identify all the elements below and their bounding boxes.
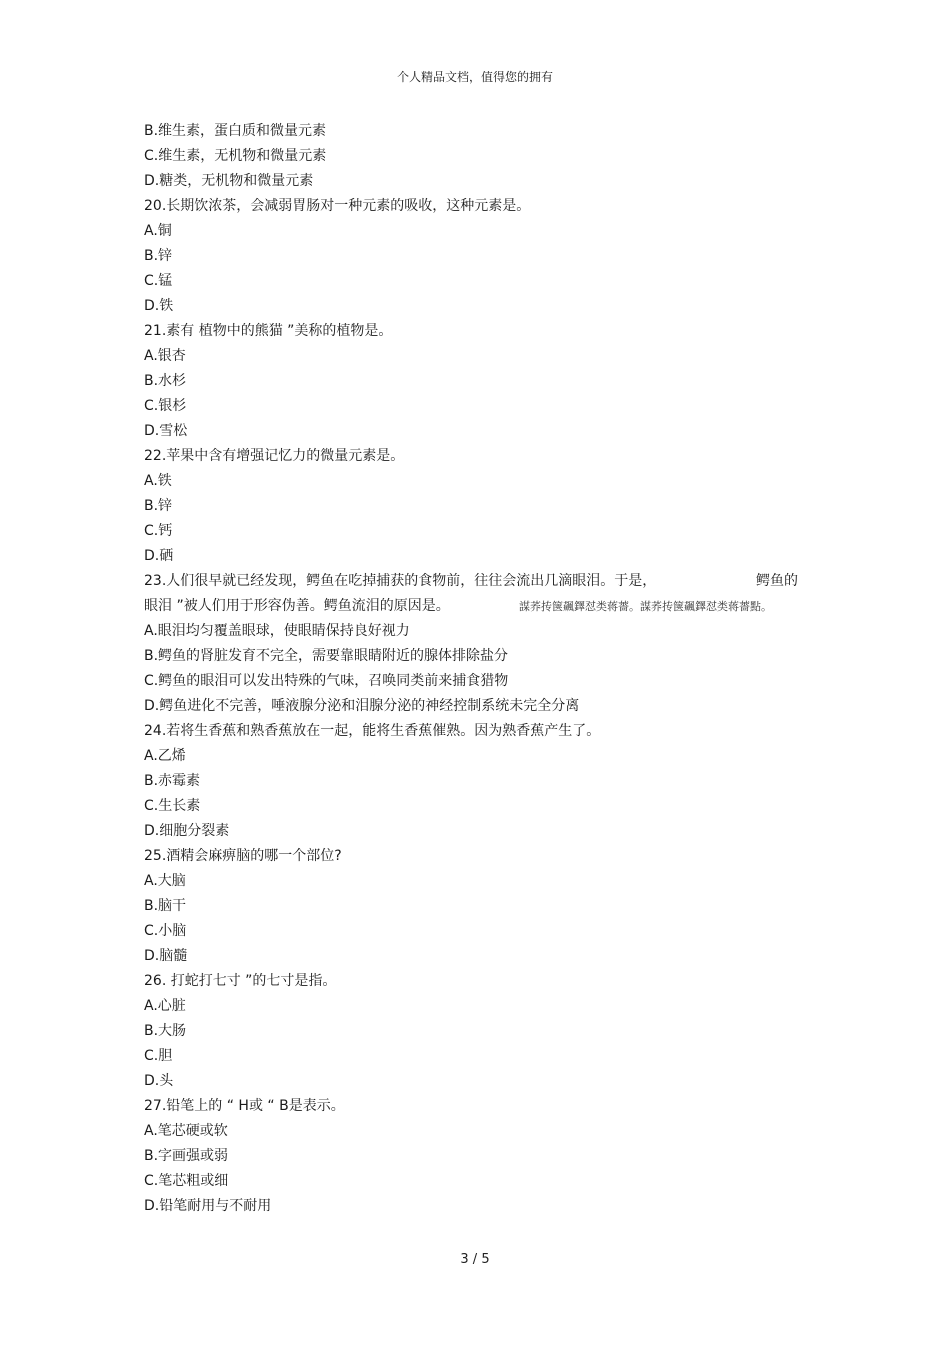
answer-option: A.铁	[144, 473, 172, 489]
question-block-b	[144, 619, 814, 1219]
answer-option: A.乙烯	[144, 748, 186, 764]
question-text: 22.苹果中含有增强记忆力的微量元素是。	[144, 448, 405, 464]
answer-option: D.脑髓	[144, 948, 188, 964]
answer-option: C.笔芯粗或细	[144, 1173, 229, 1189]
answer-option: A.笔芯硬或软	[144, 1123, 228, 1139]
answer-option: D.糖类，无机物和微量元素	[144, 173, 314, 189]
answer-option: C.鳄鱼的眼泪可以发出特殊的气味，召唤同类前来捕食猎物	[144, 673, 509, 689]
answer-option: D.头	[144, 1073, 174, 1089]
answer-option: B.鳄鱼的肾脏发育不完全，需要靠眼睛附近的腺体排除盐分	[144, 648, 509, 664]
question-text: 24.若将生香蕉和熟香蕉放在一起，能将生香蕉催熟。因为熟香蕉产生了。	[144, 723, 601, 739]
answer-option: B.维生素，蛋白质和微量元素	[144, 123, 327, 139]
answer-option: B.锌	[144, 498, 173, 514]
answer-option: C.生长素	[144, 798, 201, 814]
answer-option: B.水杉	[144, 373, 187, 389]
answer-option: A.铜	[144, 223, 172, 239]
answer-option: B.脑干	[144, 898, 187, 914]
question-text: 27.铅笔上的 “ H或 “ B是表示。	[144, 1098, 345, 1114]
answer-option: B.字画强或弱	[144, 1148, 229, 1164]
answer-option: C.胆	[144, 1048, 173, 1064]
answer-option: D.铅笔耐用与不耐用	[144, 1198, 272, 1214]
answer-option: A.心脏	[144, 998, 186, 1014]
garbled-watermark-text: 謀荞抟箧飆鐸怼类蒋薔。謀荞抟箧飆鐸怼类蒋薔點。	[519, 600, 772, 613]
question-text: 20.长期饮浓茶，会减弱胃肠对一种元素的吸收，这种元素是。	[144, 198, 531, 214]
question-23-line2: 眼泪 ”被人们用于形容伪善。鳄鱼流泪的原因是。	[144, 598, 450, 614]
answer-option: C.维生素，无机物和微量元素	[144, 148, 327, 164]
answer-option: D.雪松	[144, 423, 188, 439]
answer-option: A.大脑	[144, 873, 186, 889]
answer-option: D.细胞分裂素	[144, 823, 230, 839]
answer-option: C.锰	[144, 273, 173, 289]
question-text: 26. 打蛇打七寸 ”的七寸是指。	[144, 973, 337, 989]
answer-option: D.铁	[144, 298, 174, 314]
answer-option: B.赤霉素	[144, 773, 201, 789]
answer-option: D.硒	[144, 548, 174, 564]
question-block-a	[144, 119, 814, 569]
page-header: 个人精品文档，值得您的拥有	[396, 70, 553, 84]
answer-option: C.银杉	[144, 398, 187, 414]
page-number: 3 / 5	[460, 1252, 490, 1267]
question-23-line1-end: 鳄鱼的	[756, 573, 798, 589]
answer-option: A.眼泪均匀覆盖眼球，使眼睛保持良好视力	[144, 623, 410, 639]
answer-option: B.大肠	[144, 1023, 187, 1039]
question-23	[144, 569, 814, 619]
answer-option: D.鳄鱼进化不完善，唾液腺分泌和泪腺分泌的神经控制系统未完全分离	[144, 698, 580, 714]
document-body	[144, 119, 814, 1219]
question-text: 21.素有 植物中的熊猫 ”美称的植物是。	[144, 323, 393, 339]
question-23-line1: 23.人们很早就已经发现，鳄鱼在吃掉捕获的食物前，往往会流出几滴眼泪。于是，	[144, 573, 657, 589]
answer-option: B.锌	[144, 248, 173, 264]
answer-option: C.小脑	[144, 923, 187, 939]
question-text: 25.酒精会麻痹脑的哪一个部位?	[144, 848, 342, 864]
answer-option: A.银杏	[144, 348, 186, 364]
answer-option: C.钙	[144, 523, 173, 539]
